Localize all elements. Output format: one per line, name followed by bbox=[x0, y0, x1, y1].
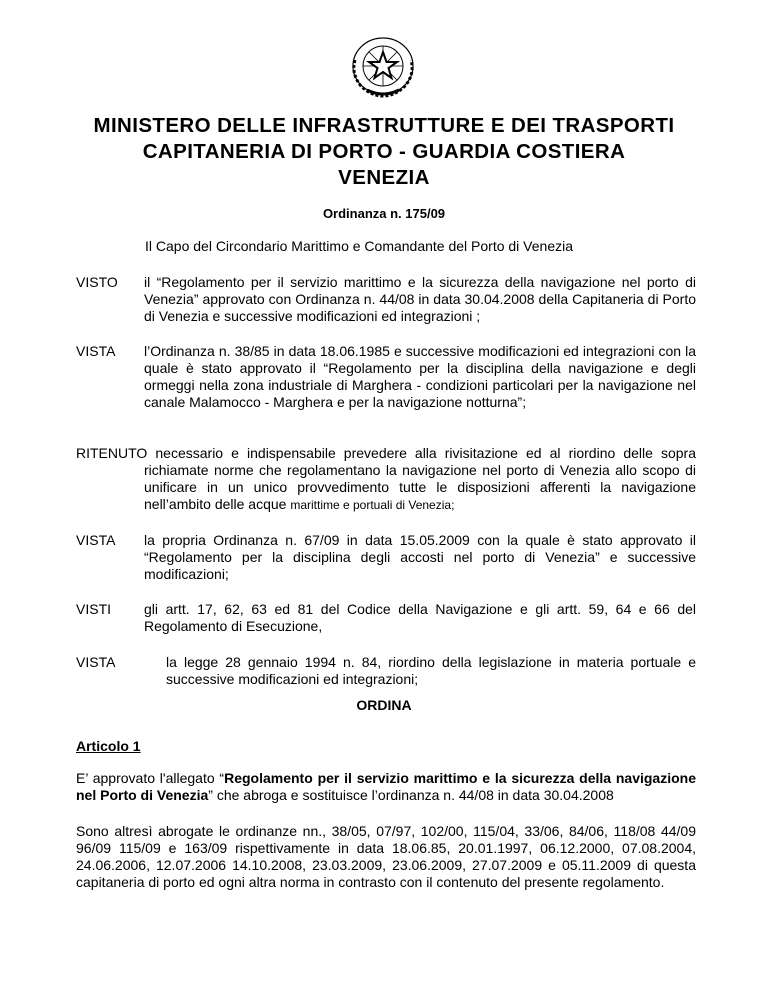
recital-label: VISTO bbox=[76, 274, 118, 290]
recital-label: VISTA bbox=[76, 654, 116, 670]
article-p1-end: ” che abroga e sostituisce l’ordinanza n. 44/08 in data 30.04.2008 bbox=[208, 787, 614, 803]
header-city: VENEZIA bbox=[338, 166, 430, 189]
header-capitaneria: CAPITANERIA DI PORTO - GUARDIA COSTIERA bbox=[142, 140, 626, 163]
regulation-title: Regolamento per il servizio marittimo e la sicurezza della navigazione nel Porto di Venezia bbox=[76, 770, 696, 803]
issuer-line: Il Capo del Circondario Marittimo e Comandante del Porto di Venezia bbox=[145, 238, 574, 254]
ordina-heading: ORDINA bbox=[356, 697, 412, 713]
article-p1-start: E’ approvato l'allegato “ bbox=[76, 770, 225, 786]
recital-text: gli artt. 17, 62, 63 ed 81 del Codice della Navigazione e gli artt. 59, 64 e 66 del Regolamento di Esecuzione, bbox=[144, 601, 696, 634]
ordinance-number: Ordinanza n. 175/09 bbox=[322, 206, 446, 221]
recital-text-small: marittime e portuali di Venezia; bbox=[290, 498, 455, 512]
article-paragraph-2: Sono altresì abrogate le ordinanze nn., 38/05, 07/97, 102/00, 115/04, 33/06, 84/06, 118/08 44/09 96/09 115/09 e 163/09 rispettivamente in data 18.06.85, 20.01.1997, 06.12.2000, 07.08.2004, 24.06.2006, 12.07.2006 14.10.2008, 23.03.2009, 23.06.2009, 27.07.2009 e 05.11.2009 di questa capitaneria di porto ed ogni altra norma in contrasto con il contenuto del presente regolamento. bbox=[76, 823, 696, 890]
header-ministry: MINISTERO DELLE INFRASTRUTTURE E DEI TRASPORTI bbox=[93, 114, 675, 137]
recital-text: la legge 28 gennaio 1994 n. 84, riordino della legislazione in materia portuale e successive modificazioni ed integrazioni; bbox=[166, 654, 696, 687]
recital-text: la propria Ordinanza n. 67/09 in data 15.05.2009 con la quale è stato approvato il “Regolamento per la disciplina degli accosti nel porto di Venezia” e successive modificazioni; bbox=[144, 532, 696, 582]
recital-text: il “Regolamento per il servizio marittimo e la sicurezza della navigazione nel porto di Venezia” approvato con Ordinanza n. 44/08 in data 30.04.2008 della Capitaneria di Porto di Venezia e successive modificazioni ed integrazioni ; bbox=[144, 274, 696, 324]
recital-vista-2 bbox=[76, 532, 696, 584]
italian-republic-emblem-icon bbox=[345, 30, 421, 100]
recital-label: VISTA bbox=[76, 532, 116, 548]
recital-visto bbox=[76, 274, 696, 326]
recital-text: l’Ordinanza n. 38/85 in data 18.06.1985 e successive modificazioni ed integrazioni con la quale è stato approvato il “Regolamento per la disciplina della navigazione e degli ormeggi nella zona industriale di Marghera - condizioni particolari per la navigazione nel canale Malamocco - Marghera e per la navigazione notturna”; bbox=[144, 343, 696, 410]
recital-label: RITENUTO bbox=[76, 445, 148, 461]
recital-label: VISTI bbox=[76, 601, 112, 617]
recital-ritenuto bbox=[76, 445, 696, 515]
recital-vista-3 bbox=[76, 654, 696, 690]
recital-vista-1 bbox=[76, 343, 696, 429]
recital-text-block bbox=[76, 445, 696, 514]
recital-visti bbox=[76, 601, 696, 637]
article-paragraph-1 bbox=[76, 770, 696, 804]
article-title: Articolo 1 bbox=[76, 738, 141, 754]
recital-label: VISTA bbox=[76, 343, 116, 359]
recital-text: necessario e indispensabile prevedere alla rivisitazione ed al riordino delle sopra richiamate norme che regolamentano la navigazione nel porto di Venezia allo scopo di unificare in un unico provvedimento tutte le disposizioni afferenti la navigazione nell’ambito delle acque bbox=[144, 445, 696, 512]
